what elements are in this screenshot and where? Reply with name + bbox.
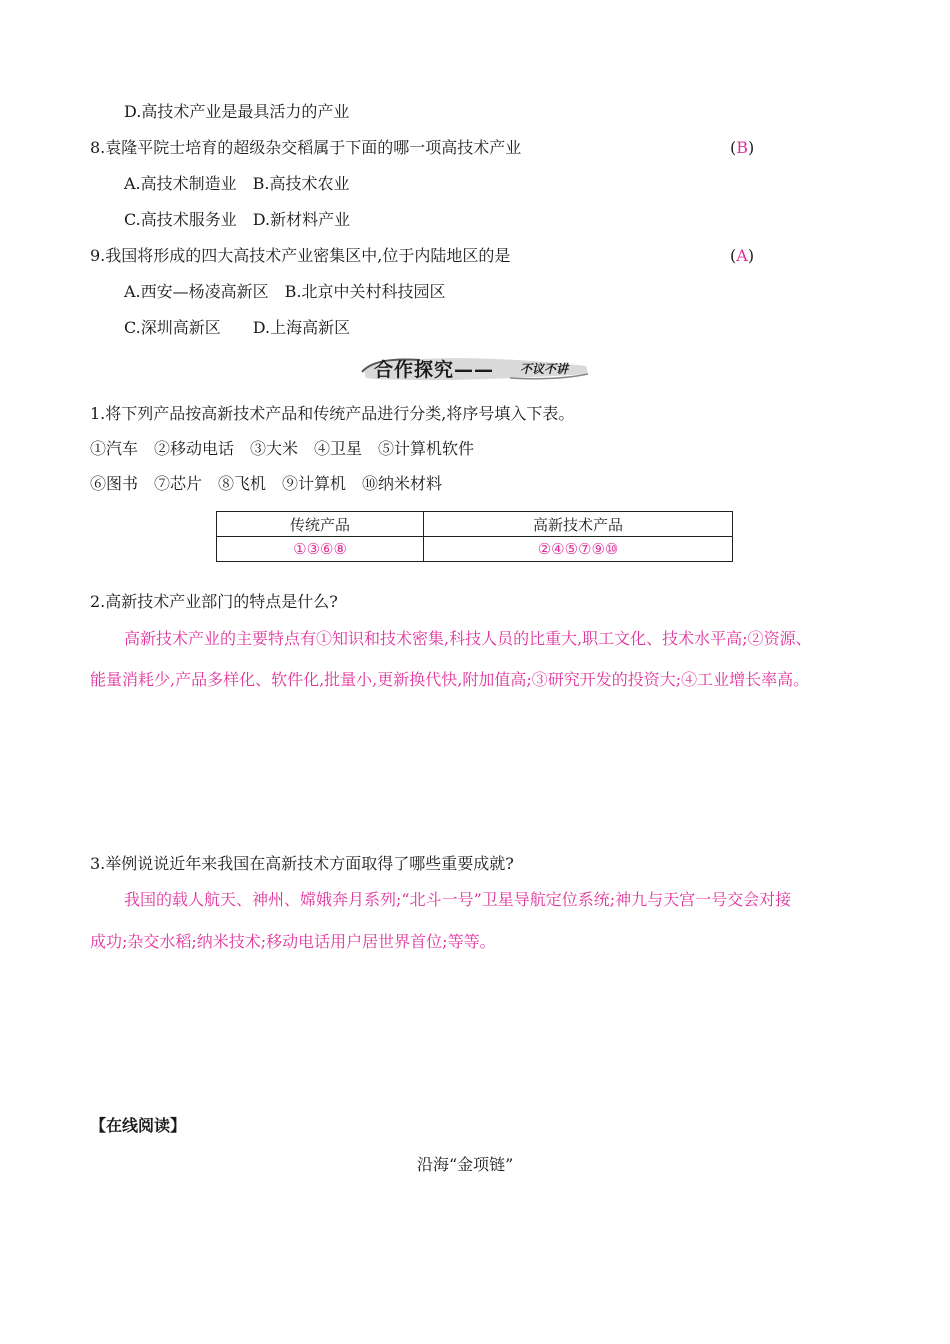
explore-items-row2: ⑥图书 ⑦芯片 ⑧飞机 ⑨计算机 ⑩纳米材料 <box>90 474 443 493</box>
explore-q2-stem: 2.高新技术产业部门的特点是什么? <box>90 592 338 611</box>
table-header-row <box>217 512 733 537</box>
table-cell-hightech: ②④⑤⑦⑨⑩ <box>424 537 733 562</box>
section-title: 合作探究—— <box>374 359 495 381</box>
explore-items-row1: ①汽车 ②移动电话 ③大米 ④卫星 ⑤计算机软件 <box>90 439 475 458</box>
q8-options-row2: C.高技术服务业 D.新材料产业 <box>124 210 351 229</box>
explore-q3-answer-line1: 我国的载人航天、神州、嫦娥奔月系列;“北斗一号”卫星导航定位系统;神九与天宫一号交会对接 <box>124 890 792 909</box>
q9-answer-bracket: (A) <box>730 246 755 265</box>
q8-options-row1: A.高技术制造业 B.高技术农业 <box>124 174 350 193</box>
q9-answer: A <box>736 246 748 265</box>
explore-q2-answer-line2: 能量消耗少,产品多样化、软件化,批量小,更新换代快,附加值高;③研究开发的投资大;④工业增长率高。 <box>90 670 810 689</box>
table-row <box>217 537 733 562</box>
q8-stem: 8.袁隆平院士培育的超级杂交稻属于下面的哪一项高技术产业 <box>90 138 522 157</box>
explore-q2-answer-line1: 高新技术产业的主要特点有①知识和技术密集,科技人员的比重大,职工文化、技术水平高;②资源、 <box>124 629 812 648</box>
q9-options-row1: A.西安—杨凌高新区 B.北京中关村科技园区 <box>124 282 446 301</box>
classification-table <box>216 511 733 562</box>
q8-answer-bracket: (B) <box>730 138 755 157</box>
q9-stem: 9.我国将形成的四大高技术产业密集区中,位于内陆地区的是 <box>90 246 511 265</box>
reading-title: 沿海“金项链” <box>417 1155 514 1174</box>
explore-q3-answer-line2: 成功;杂交水稻;纳米技术;移动电话用户居世界首位;等等。 <box>90 932 496 951</box>
section-banner <box>360 350 590 386</box>
table-header-hightech: 高新技术产品 <box>424 512 733 537</box>
explore-q3-stem: 3.举例说说近年来我国在高新技术方面取得了哪些重要成就? <box>90 854 514 873</box>
q7-option-d: D.高技术产业是最具活力的产业 <box>124 102 350 121</box>
table-cell-traditional: ①③⑥⑧ <box>217 537 424 562</box>
q8-answer: B <box>736 138 749 157</box>
section-subtitle: 不议不讲 <box>520 362 569 376</box>
table-header-traditional: 传统产品 <box>217 512 424 537</box>
reading-label: 【在线阅读】 <box>90 1116 187 1135</box>
explore-q1-stem: 1.将下列产品按高新技术产品和传统产品进行分类,将序号填入下表。 <box>90 404 575 423</box>
q9-options-row2: C.深圳高新区 D.上海高新区 <box>124 318 351 337</box>
